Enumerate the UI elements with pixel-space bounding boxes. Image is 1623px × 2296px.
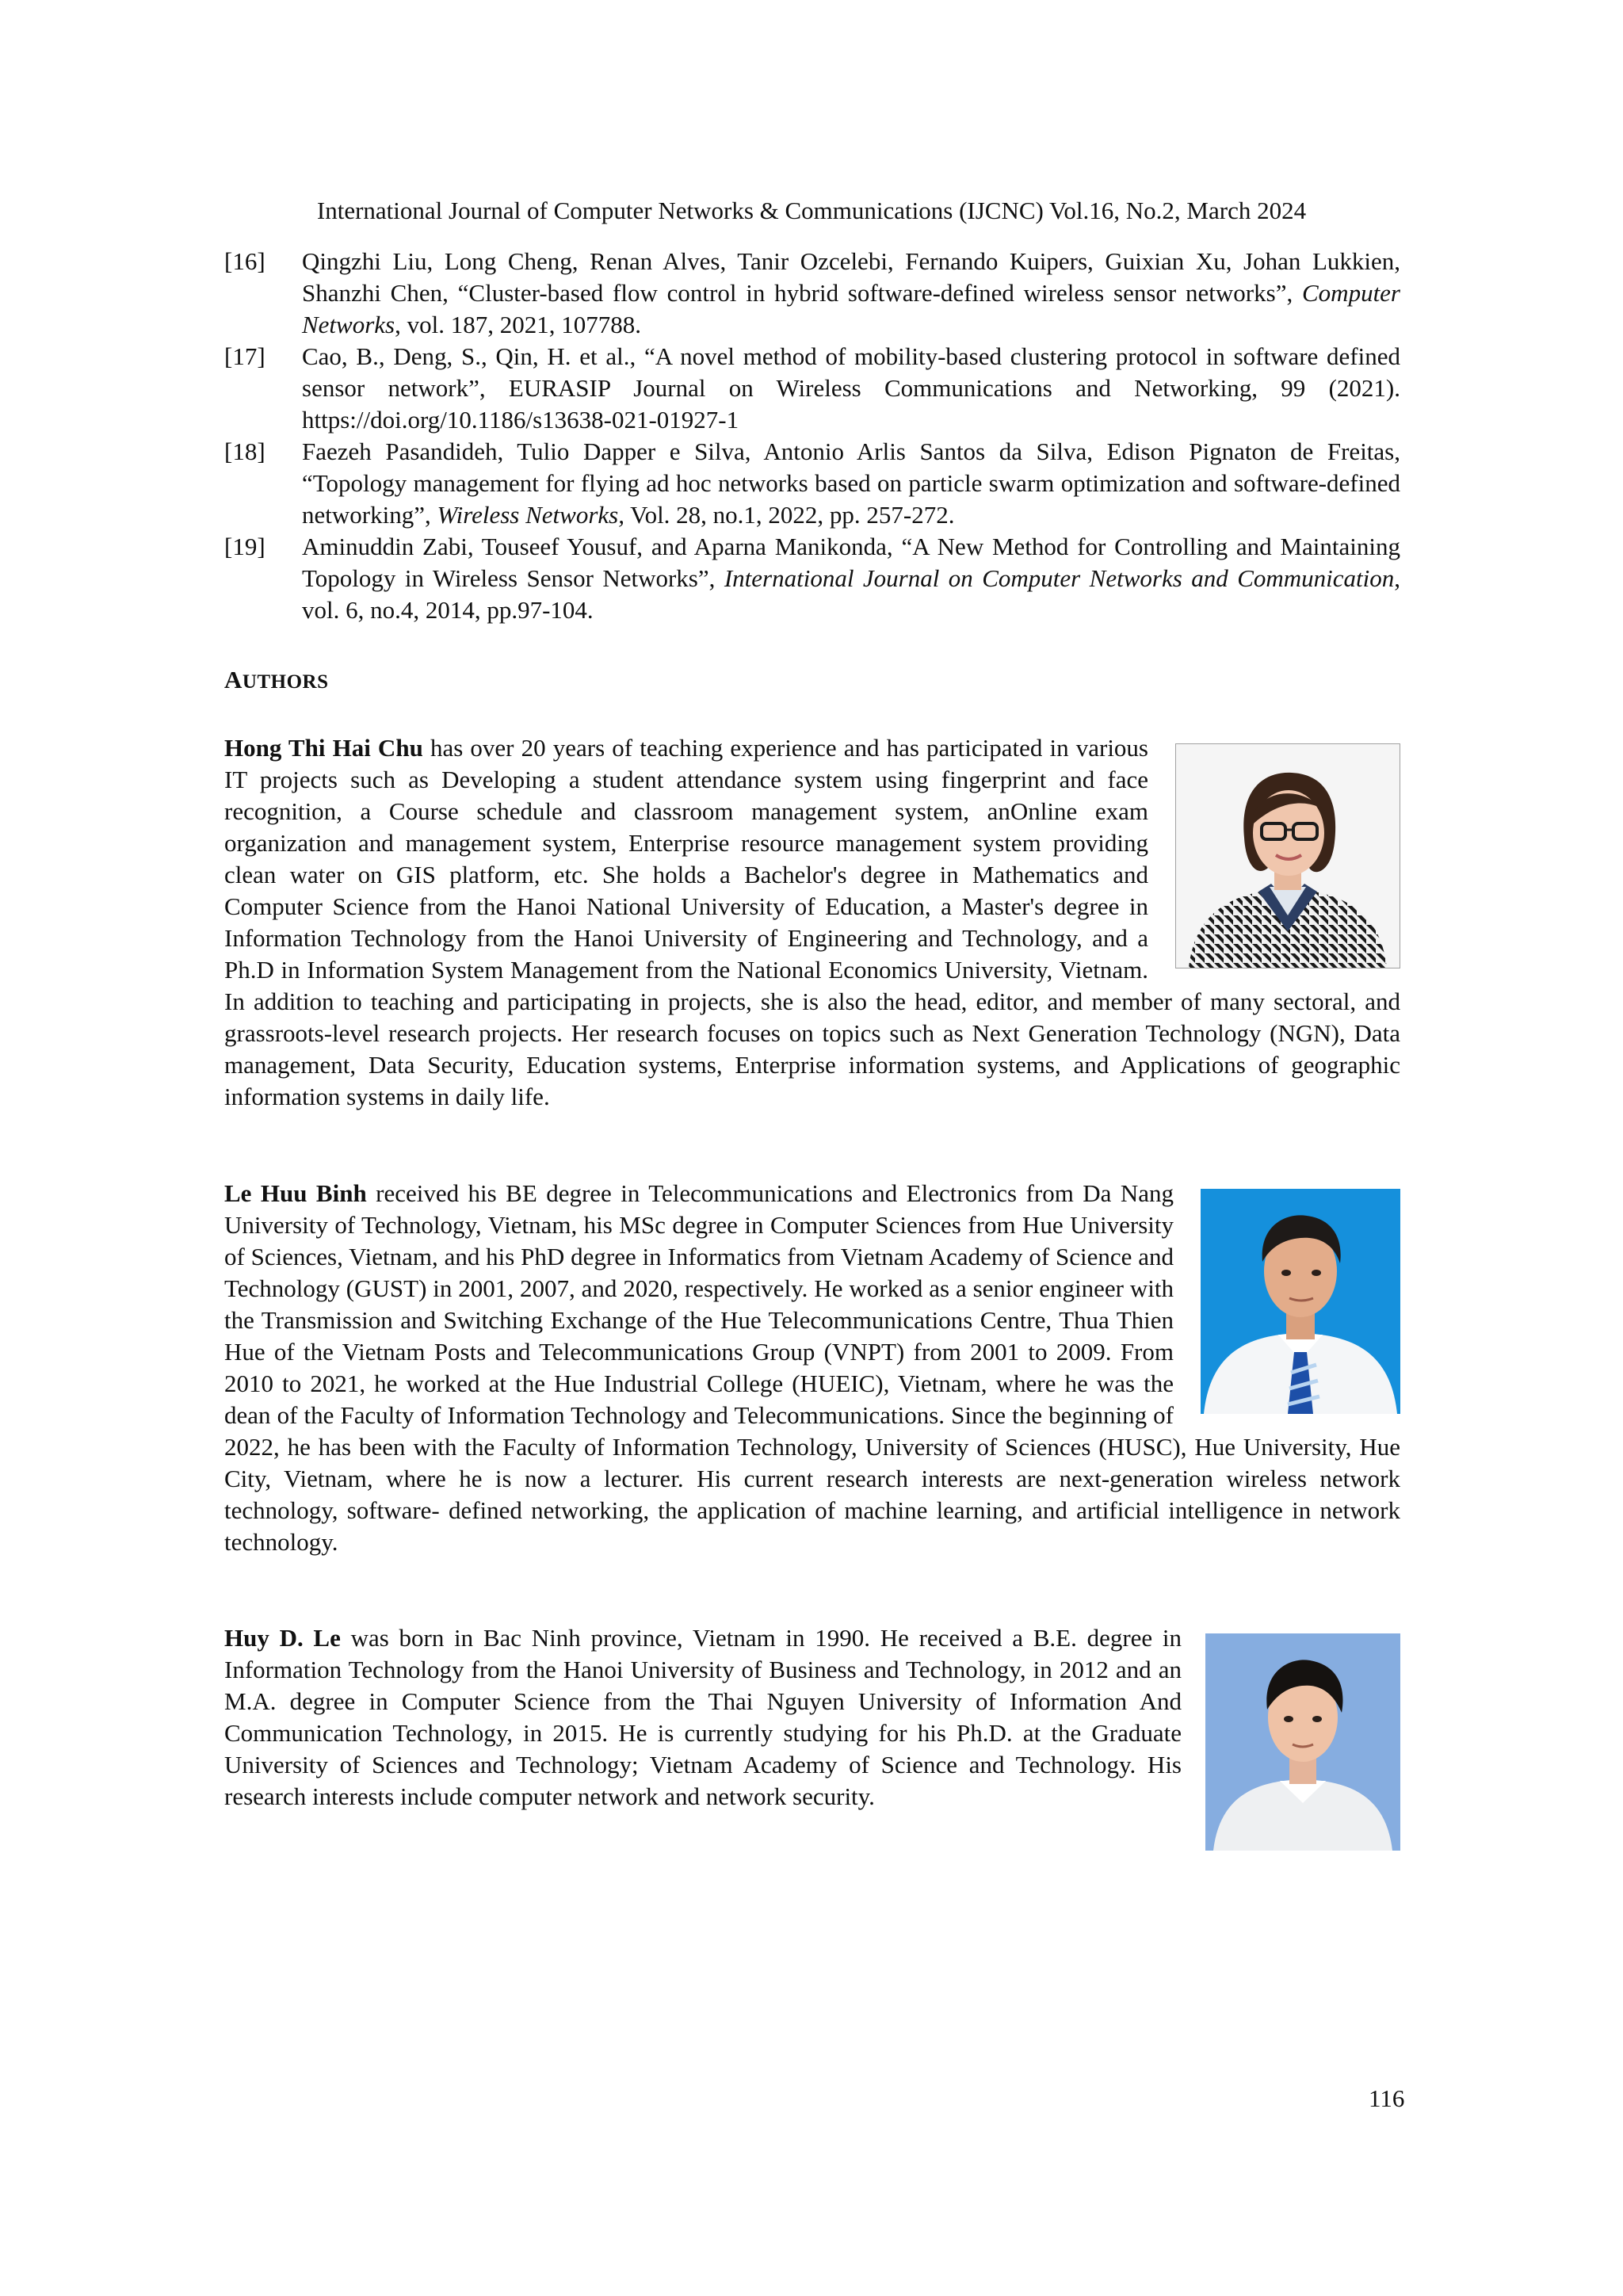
reference-list [224,246,1400,626]
authors-heading [224,664,328,698]
reference-body: Qingzhi Liu, Long Cheng, Renan Alves, Tanir Ozcelebi, Fernando Kuipers, Guixian Xu, Johan Lukkien, Shanzhi Chen, “Cluster-based flow control in hybrid software-defined wireless sensor networks”, [302,247,1400,307]
reference-number: [19] [224,533,265,560]
reference-text [302,533,1400,624]
author-bio [224,1178,1400,1558]
reference-details: , vol. 6, no.4, 2014, pp.97-104. [302,564,1400,624]
authors-heading-initial: A [224,666,242,693]
reference-body: Cao, B., Deng, S., Qin, H. et al., “A novel method of mobility-based clustering protocol in software defined sensor network”, EURASIP Journal on Wireless Communications and Networking, 99 (2021). https://doi.org/10.1186/s13638-021-01927-1 [302,342,1400,434]
author-name: Hong Thi Hai Chu [224,734,423,762]
running-header: International Journal of Computer Networks & Communications (IJCNC) Vol.16, No.2, March 2024 [316,197,1307,224]
reference-number: [16] [224,247,265,275]
author-bio-text: has over 20 years of teaching experience and has participated in various IT projects such as Developing a student attendance system using fingerprint and face recognition, a Course schedule and classroom management system, anOnline exam organization and management system, Enterprise resource management system providing clean water on GIS platform, etc. She holds a Bachelor's degree in Mathematics and Computer Science from the Hanoi National University of Education, a Master's degree in Information Technology from the Hanoi University of Engineering and Technology, and a Ph.D in Information System Management from the National Economics University, Vietnam. In addition to teaching and participating in projects, she is also the head, editor, and member of many sectoral, and grassroots-level research projects. Her research focuses on topics such as Next Generation Technology (NGN), Data management, Data Security, Education systems, Enterprise information systems, and Applications of geographic information systems in daily life. [224,734,1400,1110]
reference-item [224,436,1400,531]
author-photo [1205,1633,1400,1851]
authors-heading-rest: UTHORS [242,671,329,693]
reference-item [224,341,1400,436]
author-bio-text: received his BE degree in Telecommunications and Electronics from Da Nang University of Technology, Vietnam, his MSc degree in Computer Sciences from Hue University of Sciences, Vietnam, and his PhD degree in Informatics from Vietnam Academy of Science and Technology (GUST) in 2001, 2007, and 2020, respectively. He worked as a senior engineer with the Transmission and Switching Exchange of the Hue Telecommunications Centre, Thua Thien Hue of the Vietnam Posts and Telecommunications Group (VNPT) from 2001 to 2009. From 2010 to 2021, he worked at the Hue Industrial College (HUEIC), Vietnam, where he was the dean of the Faculty of Information Technology and Telecommunications. Since the beginning of 2022, he has been with the Faculty of Information Technology, University of Sciences (HUSC), Hue University, Hue City, Vietnam, where he is now a lecturer. His current research interests are next-generation wireless network technology, software- defined networking, the application of machine learning, and artificial intelligence in network technology. [224,1179,1400,1556]
page-number: 116 [1369,2084,1405,2112]
reference-number: [17] [224,342,265,370]
author-name: Huy D. Le [224,1624,341,1652]
reference-number: [18] [224,437,265,465]
author-name: Le Huu Binh [224,1179,367,1207]
portrait-woman-icon [1176,744,1400,968]
reference-body: Faezeh Pasandideh, Tulio Dapper e Silva, Antonio Arlis Santos da Silva, Edison Pignaton de Freitas, “Topology management for flying ad hoc networks based on particle swarm optimization and software-defined networking”, [302,437,1400,529]
reference-body: Aminuddin Zabi, Touseef Yousuf, and Aparna Manikonda, “A New Method for Controlling and Maintaining Topology in Wireless Sensor Networks”, [302,533,1400,592]
reference-details: Vol. 28, no.1, 2022, pp. 257-272. [624,501,955,529]
reference-venue: International Journal on Computer Networks and Communication [724,564,1395,592]
reference-venue: Wireless Networks, [437,501,624,529]
reference-text [302,247,1400,338]
portrait-man-icon [1201,1189,1400,1414]
reference-text [302,437,1400,529]
reference-item [224,531,1400,626]
reference-text [302,342,1400,434]
author-photo [1175,743,1400,968]
reference-venue: Computer Networks [302,279,1400,338]
reference-details: , vol. 187, 2021, 107788. [395,311,641,338]
author-photo [1201,1189,1400,1414]
portrait-man-icon [1205,1633,1400,1851]
author-bio [224,732,1400,1113]
reference-item [224,246,1400,341]
author-bio [224,1622,1400,1855]
author-bio-text: was born in Bac Ninh province, Vietnam in 1990. He received a B.E. degree in Information Technology from the Hanoi University of Business and Technology, in 2012 and an M.A. degree in Computer Science from the Thai Nguyen University of Information And Communication Technology, in 2015. He is currently studying for his Ph.D. at the Graduate University of Sciences and Technology; Vietnam Academy of Science and Technology. His research interests include computer network and network security. [224,1624,1182,1810]
